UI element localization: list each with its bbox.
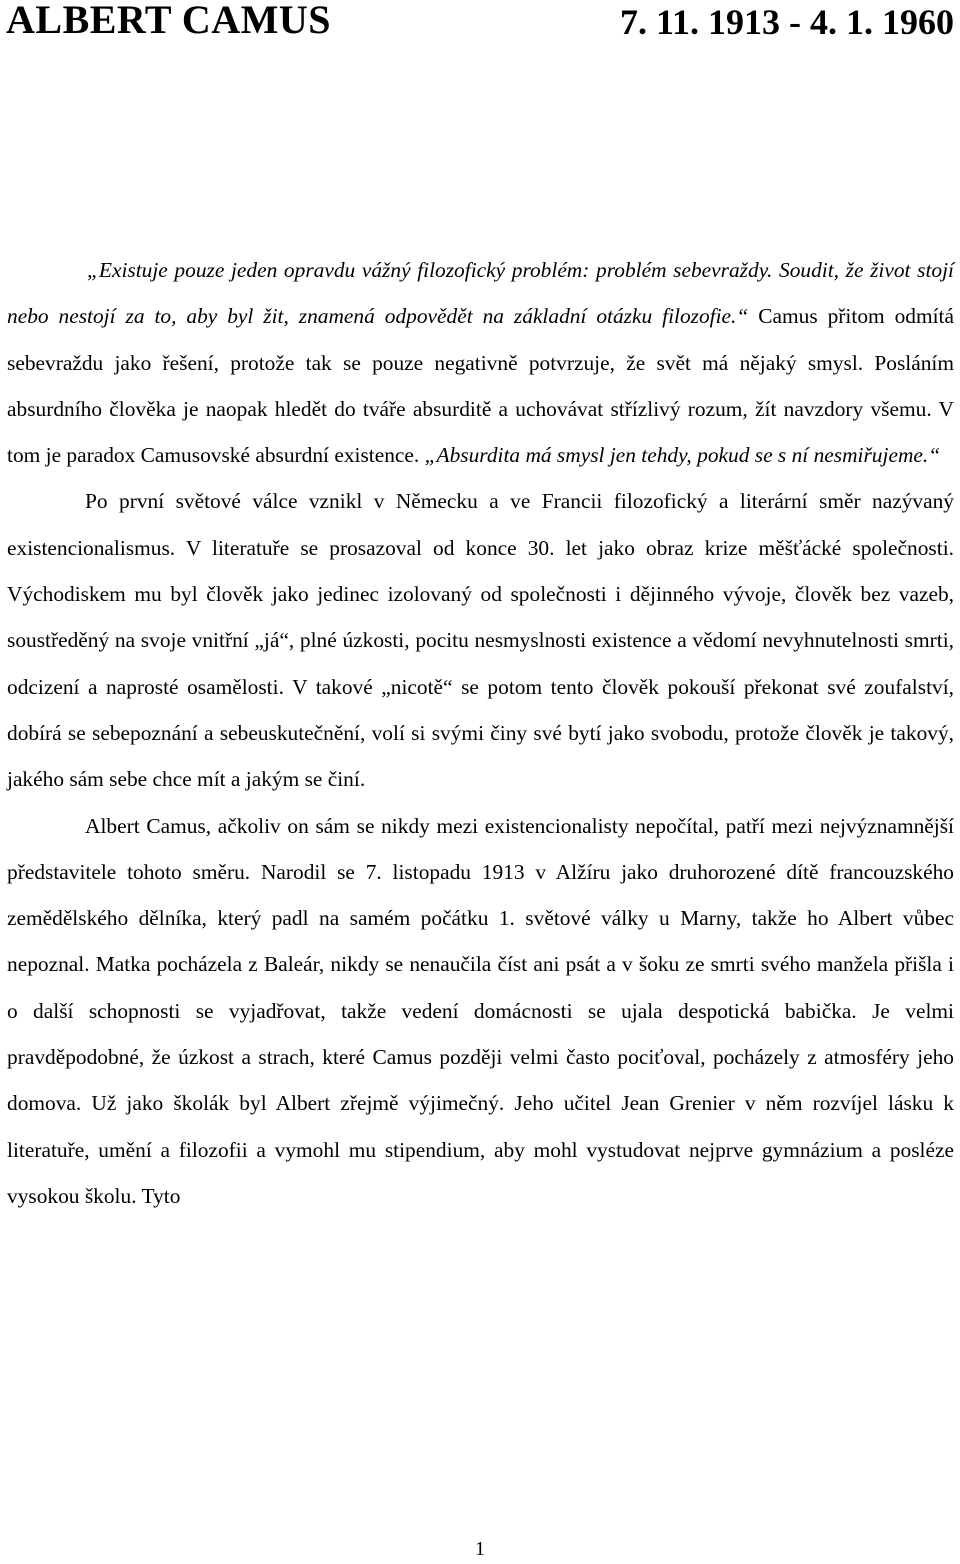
paragraph-existentialism: Po první světové válce vznikl v Německu a ve Francii filozofický a literární směr nazývaný existencionalismus. V literatuře se prosazoval od konce 30. let jako obraz krize měšťácké společnosti. Východiskem mu byl člověk jako jedinec izolovaný od společnosti i dějinného vývoje, člověk bez vazeb, soustředěný na svoje vnitřní „já“, plné úzkosti, pocitu nesmyslnosti existence a vědomí nevyhnutelnosti smrti, odcizení a naprosté osamělosti. V takové „nicotě“ se potom tento člověk pokouší překonat své zoufalství, dobírá se sebepoznání a sebeuskutečnění, volí si svými činy své bytí jako svobodu, protože člověk je takový, jakého sám sebe chce mít a jakým se činí.: [7, 489, 954, 792]
author-name-title: ALBERT CAMUS: [6, 0, 332, 42]
opening-quote: „Existuje pouze jeden opravdu vážný filozofický problém: problém sebevraždy. Soudit, že život stojí nebo nestojí za to, aby byl žit, znamená odpovědět na základní otázku filozofie.“: [7, 258, 954, 329]
document-header: [6, 0, 954, 44]
closing-quote: „Absurdita má smysl jen tehdy, pokud se s ní nesmiřujeme.“: [424, 443, 941, 468]
page-number: 1: [475, 1538, 485, 1560]
author-life-dates: 7. 11. 1913 - 4. 1. 1960: [619, 2, 954, 42]
intro-text: Camus přitom odmítá sebevraždu jako řešení, protože tak se pouze negativně potvrzuje, že svět má nějaký smysl. Posláním absurdního člověka je naopak hledět do tváře absurditě a uchovávat střízlivý rozum, žít navzdory všemu. V tom je paradox Camusovské absurdní existence.: [7, 304, 954, 468]
paragraph-intro: [7, 247, 954, 478]
document-body: [7, 247, 954, 1219]
paragraph-biography: Albert Camus, ačkoliv on sám se nikdy mezi existencionalisty nepočítal, patří mezi nejvýznamnější představitele tohoto směru. Narodil se 7. listopadu 1913 v Alžíru jako druhorozené dítě francouzského zemědělského dělníka, který padl na samém počátku 1. světové války u Marny, takže ho Albert vůbec nepoznal. Matka pocházela z Baleár, nikdy se nenaučila číst ani psát a v šoku ze smrti svého manžela přišla i o další schopnosti se vyjadřovat, takže vedení domácnosti se ujala despotická babička. Je velmi pravděpodobné, že úzkost a strach, které Camus později velmi často pociťoval, pocházely z atmosféry jeho domova. Už jako školák byl Albert zřejmě výjimečný. Jeho učitel Jean Grenier v něm rozvíjel lásku k literatuře, umění a filozofii a vymohl mu stipendium, aby mohl vystudovat nejprve gymnázium a posléze vysokou školu. Tyto: [7, 813, 954, 1208]
